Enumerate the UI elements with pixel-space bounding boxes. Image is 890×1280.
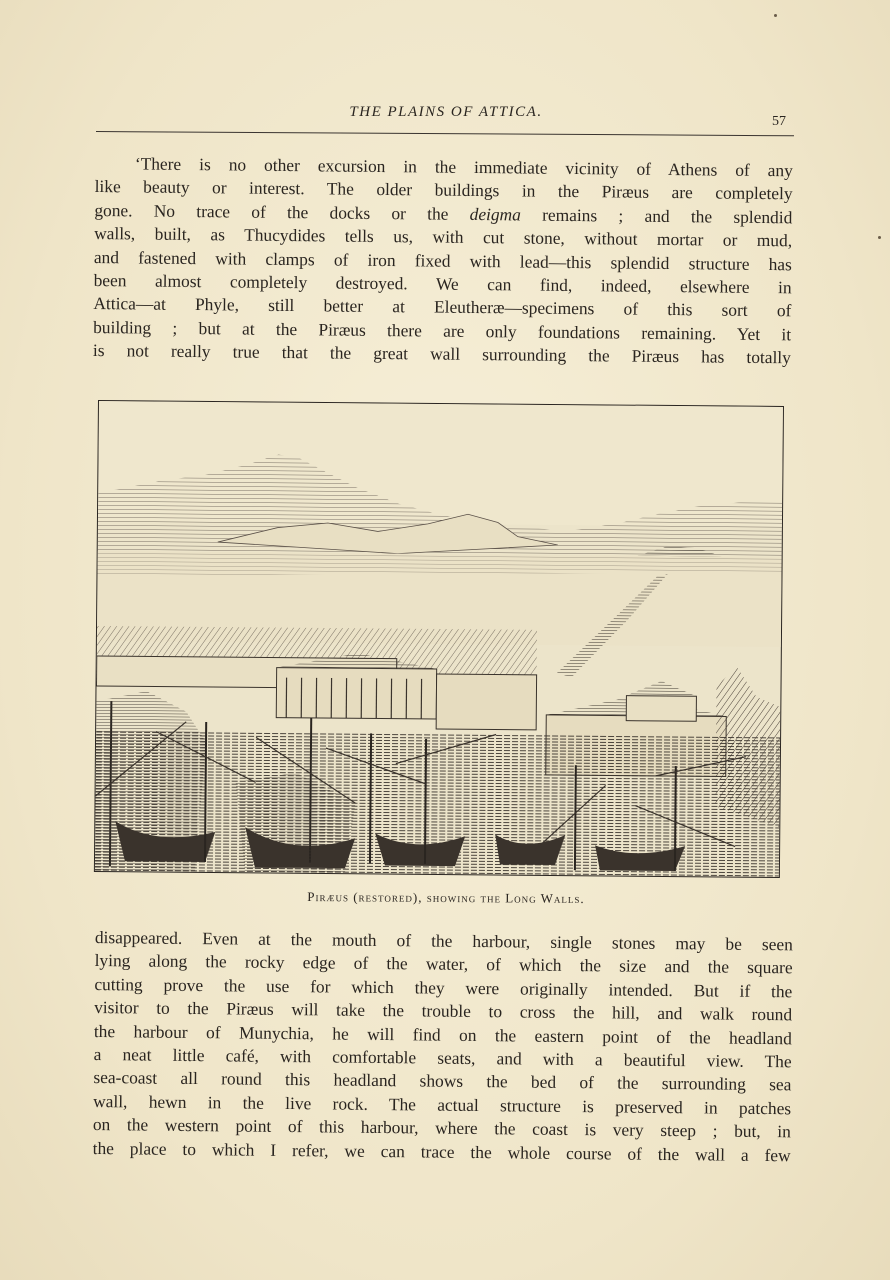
figure-caption: Piræus (restored), showing the Long Walls. <box>307 889 585 906</box>
top-paragraph <box>93 152 793 370</box>
running-head: THE PLAINS OF ATTICA. <box>349 104 543 120</box>
text-line: and fastened with clamps of iron fixed with lead—this splendid structure has <box>93 246 792 274</box>
stoa-center <box>276 668 436 719</box>
piraeus-engraving <box>94 400 784 882</box>
text-line: building ; but at the Piræus there are only foundations remaining. Yet it <box>93 316 792 345</box>
text-line: cutting prove the use for which they were originally intended. But if the <box>94 973 793 1002</box>
text-line: is not really true that the great wall surrounding the Piræus has totally <box>92 340 791 368</box>
text-line: the place to which I refer, we can trace the whole course of the wall a few <box>92 1137 791 1165</box>
text-line: visitor to the Piræus will take the trouble to cross the hill, and walk round <box>94 997 793 1025</box>
header-rule <box>96 131 794 136</box>
foreground-ship-left <box>95 691 207 872</box>
text-line: gone. No trace of the docks or the deigma remains ; and the splendid <box>94 199 793 228</box>
bottom-paragraph <box>93 926 793 1167</box>
text-line: walls, built, as Thucydides tells us, with cut stone, without mortar or mud, <box>94 223 793 251</box>
engraving-frame <box>94 400 784 878</box>
building-right <box>436 674 536 730</box>
text-line: like beauty or interest. The older buildings in the Piræus are completely <box>94 176 793 204</box>
page-number: 57 <box>772 114 786 129</box>
paper-speck <box>774 14 777 17</box>
text-line: on the western point of this harbour, where the coast is very steep ; but, in <box>92 1114 791 1142</box>
engraving-illustration <box>95 401 783 877</box>
text-line: been almost completely destroyed. We can find, indeed, elsewhere in <box>93 269 792 298</box>
text-line: a neat little café, with comfortable seats, and with a beautiful view. The <box>93 1043 792 1072</box>
text-line: sea-coast all round this headland shows the bed of the surrounding sea <box>93 1067 792 1095</box>
text-line: wall, hewn in the live rock. The actual structure is preserved in patches <box>93 1090 792 1119</box>
temple-pediment <box>626 681 696 697</box>
text-line: the harbour of Munychia, he will find on the eastern point of the headland <box>93 1020 792 1048</box>
text-line: ‘There is no other excursion in the immediate vicinity of Athens of any <box>134 153 793 181</box>
temple <box>626 696 696 722</box>
paper-speck <box>878 236 881 239</box>
text-line: lying along the rocky edge of the water, of which the size and the square <box>94 950 793 978</box>
text-line: disappeared. Even at the mouth of the harbour, single stones may be seen <box>94 926 793 955</box>
text-line: Attica—at Phyle, still better at Eleutheræ—specimens of this sort of <box>93 293 792 321</box>
